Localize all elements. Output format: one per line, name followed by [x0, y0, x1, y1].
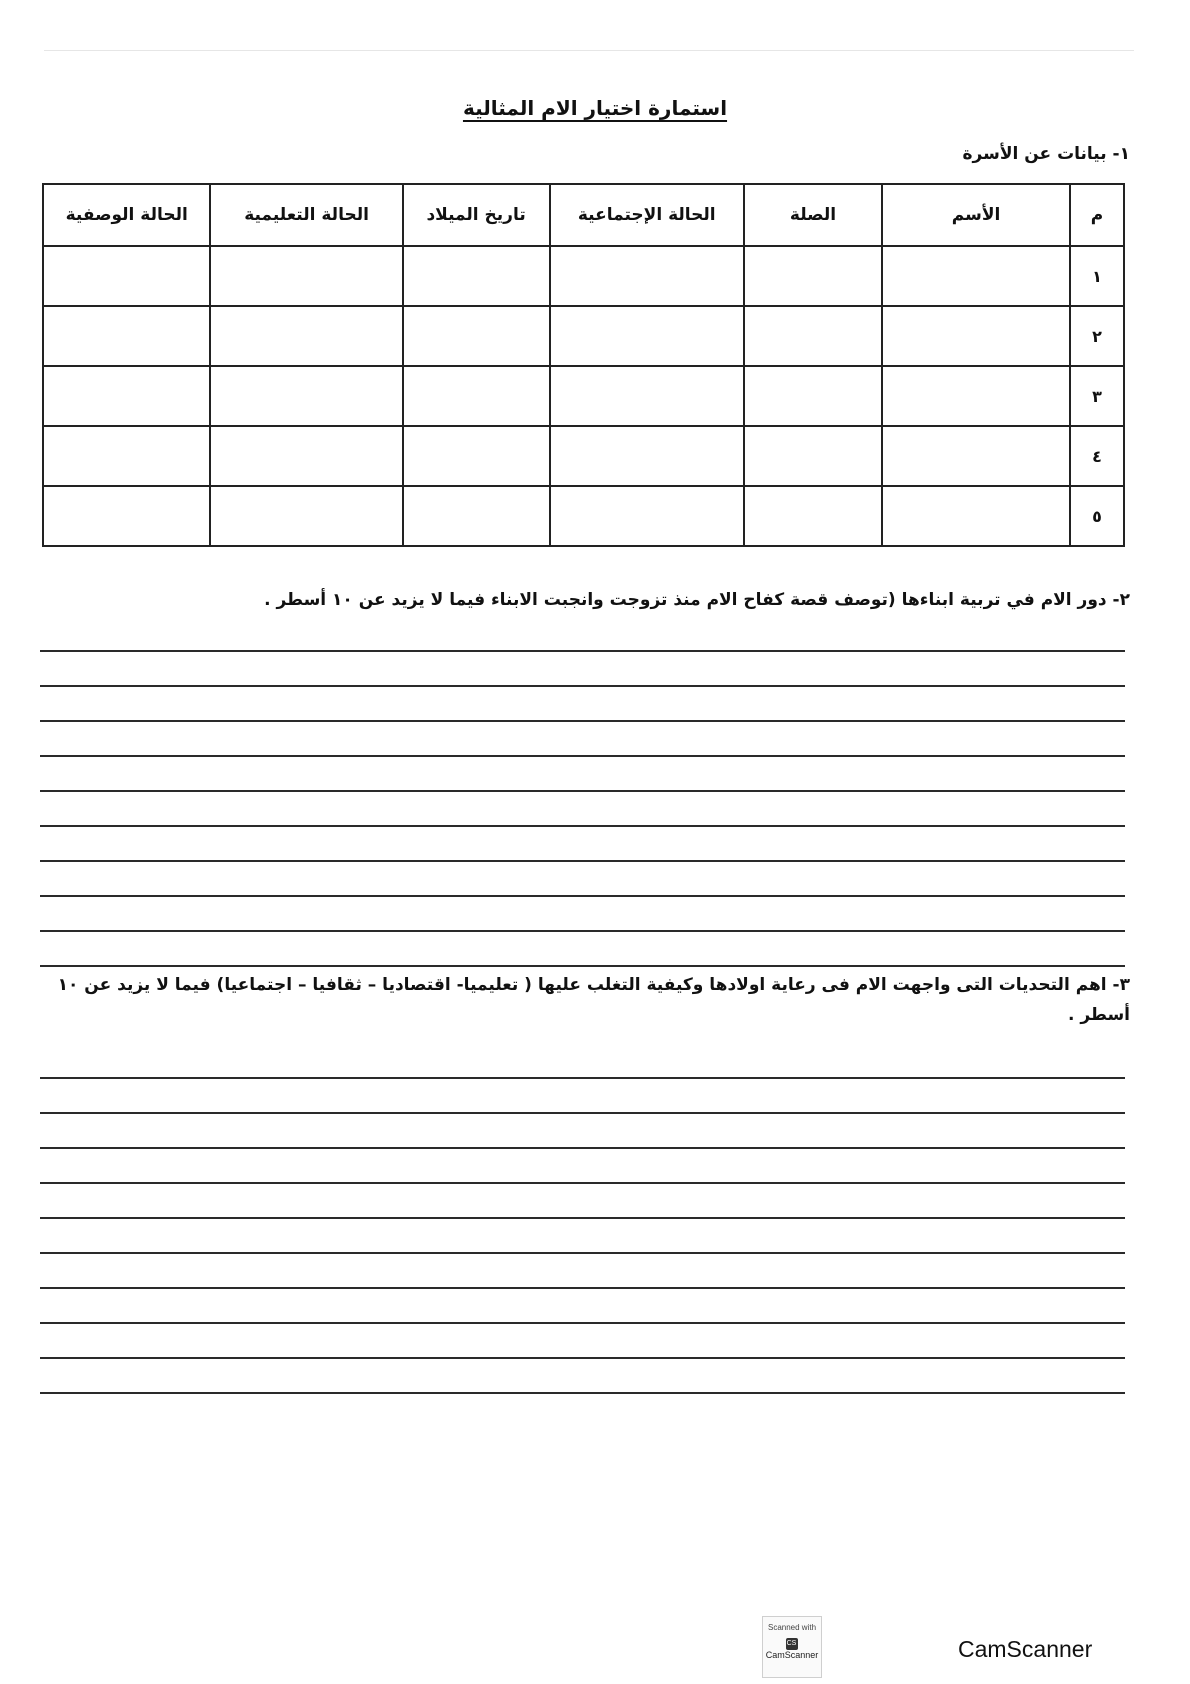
- section3-answer-lines[interactable]: [40, 1077, 1125, 1427]
- camscanner-label: CamScanner: [958, 1636, 1093, 1662]
- cell-marital-status[interactable]: [550, 486, 744, 546]
- header-marital-status: الحالة الإجتماعية: [550, 184, 744, 246]
- cell-birth-date[interactable]: [403, 246, 550, 306]
- answer-line[interactable]: [40, 1077, 1125, 1079]
- cell-name[interactable]: [882, 426, 1070, 486]
- table-header-row: [43, 184, 1124, 246]
- camscanner-logo: [762, 1616, 822, 1678]
- table-row: [43, 426, 1124, 486]
- header-index: م: [1070, 184, 1124, 246]
- cell-education-status[interactable]: [210, 486, 402, 546]
- answer-line[interactable]: [40, 930, 1125, 932]
- answer-line[interactable]: [40, 685, 1125, 687]
- answer-line[interactable]: [40, 1252, 1125, 1254]
- row-number: ١: [1070, 246, 1124, 306]
- answer-line[interactable]: [40, 1182, 1125, 1184]
- cell-marital-status[interactable]: [550, 366, 744, 426]
- form-title: [0, 96, 1190, 120]
- header-name: الأسم: [882, 184, 1070, 246]
- family-data-table: [42, 183, 1125, 547]
- section1-heading: ١- بيانات عن الأسرة: [962, 144, 1130, 164]
- cell-job-status[interactable]: [43, 306, 210, 366]
- row-number: ٤: [1070, 426, 1124, 486]
- answer-line[interactable]: [40, 1322, 1125, 1324]
- header-education-status: الحالة التعليمية: [210, 184, 402, 246]
- answer-line[interactable]: [40, 720, 1125, 722]
- logo-caption: Scanned with: [767, 1623, 817, 1632]
- scan-edge-line: [44, 50, 1134, 51]
- section3-heading: ٣- اهم التحديات التى واجهت الام فى رعاية اولادها وكيفية التغلب عليها ( تعليميا- اقتصاديا – ثقافيا – اجتماعيا) فيما لا يزيد عن ١٠ أسطر .: [57, 975, 1130, 1025]
- answer-line[interactable]: [40, 1392, 1125, 1394]
- answer-line[interactable]: [40, 1217, 1125, 1219]
- row-number: ٥: [1070, 486, 1124, 546]
- section2-answer-lines[interactable]: [40, 650, 1125, 1000]
- cell-birth-date[interactable]: [403, 486, 550, 546]
- camscanner-mark-icon: CS: [786, 1638, 798, 1650]
- answer-line[interactable]: [40, 895, 1125, 897]
- answer-line[interactable]: [40, 755, 1125, 757]
- cell-job-status[interactable]: [43, 486, 210, 546]
- cell-relation[interactable]: [744, 426, 882, 486]
- cell-birth-date[interactable]: [403, 426, 550, 486]
- cell-job-status[interactable]: [43, 246, 210, 306]
- answer-line[interactable]: [40, 860, 1125, 862]
- cell-job-status[interactable]: [43, 366, 210, 426]
- table-row: [43, 486, 1124, 546]
- cell-education-status[interactable]: [210, 246, 402, 306]
- cell-education-status[interactable]: [210, 426, 402, 486]
- cell-name[interactable]: [882, 486, 1070, 546]
- row-number: ٢: [1070, 306, 1124, 366]
- cell-relation[interactable]: [744, 306, 882, 366]
- form-title-text: استمارة اختيار الام المثالية: [462, 96, 728, 120]
- header-relation: الصلة: [744, 184, 882, 246]
- cell-education-status[interactable]: [210, 366, 402, 426]
- logo-brand: [763, 1638, 821, 1660]
- section2-heading: ٢- دور الام في تربية ابناءها (توصف قصة كفاح الام منذ تزوجت وانجبت الابناء فيما لا يزيد عن ١٠ أسطر .: [264, 590, 1130, 610]
- cell-marital-status[interactable]: [550, 246, 744, 306]
- answer-line[interactable]: [40, 825, 1125, 827]
- answer-line[interactable]: [40, 1357, 1125, 1359]
- answer-line[interactable]: [40, 1147, 1125, 1149]
- cell-marital-status[interactable]: [550, 306, 744, 366]
- cell-name[interactable]: [882, 306, 1070, 366]
- header-birth-date: تاريخ الميلاد: [403, 184, 550, 246]
- cell-education-status[interactable]: [210, 306, 402, 366]
- cell-name[interactable]: [882, 246, 1070, 306]
- answer-line[interactable]: [40, 965, 1125, 967]
- cell-relation[interactable]: [744, 366, 882, 426]
- answer-line[interactable]: [40, 650, 1125, 652]
- cell-relation[interactable]: [744, 246, 882, 306]
- table-row: [43, 306, 1124, 366]
- row-number: ٣: [1070, 366, 1124, 426]
- table-row: [43, 246, 1124, 306]
- cell-relation[interactable]: [744, 486, 882, 546]
- cell-birth-date[interactable]: [403, 366, 550, 426]
- cell-job-status[interactable]: [43, 426, 210, 486]
- answer-line[interactable]: [40, 1287, 1125, 1289]
- cell-birth-date[interactable]: [403, 306, 550, 366]
- answer-line[interactable]: [40, 790, 1125, 792]
- cell-name[interactable]: [882, 366, 1070, 426]
- logo-brand-text: CamScanner: [765, 1650, 819, 1660]
- header-job-status: الحالة الوصفية: [43, 184, 210, 246]
- table-row: [43, 366, 1124, 426]
- cell-marital-status[interactable]: [550, 426, 744, 486]
- answer-line[interactable]: [40, 1112, 1125, 1114]
